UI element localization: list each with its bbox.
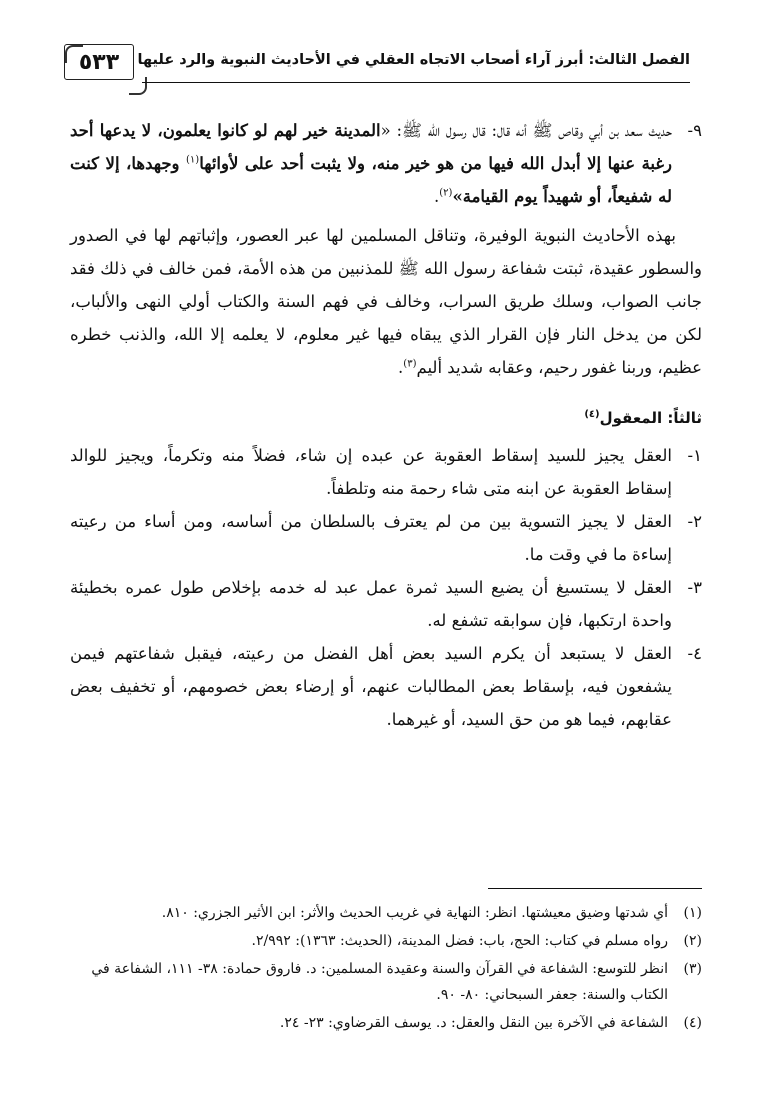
ornament-icon [129, 77, 147, 95]
footnote-text: الشفاعة في الآخرة بين النقل والعقل: د. يوسف القرضاوي: ٢٣- ٢٤. [279, 1015, 668, 1031]
period: . [434, 187, 440, 206]
page-number: ٥٣٣ [78, 49, 120, 75]
footnote-text: انظر للتوسع: الشفاعة في القرآن والسنة وعقيدة المسلمين: د. فاروق حمادة: ٣٨- ١١١، الشفاعة في الكتاب والسنة: جعفر السبحاني: ٨٠- ٩٠. [91, 961, 668, 1003]
hadith-quote-part-2: وجهدها، إلا كنت له شفيعاً، أو شهيداً يوم القيامة [70, 154, 672, 206]
reason-item [70, 571, 702, 637]
chapter-title: الفصل الثالث: أبرز آراء أصحاب الاتجاه العقلي في الأحاديث النبوية والرد عليها [137, 52, 690, 68]
section-title: ثالثاً: المعقول [599, 409, 702, 427]
footnote-ref: (١) [186, 154, 200, 166]
hadith-intro: حديث سعد بن أبي وقاص ﷺ أنه قال: قال رسول الله ﷺ: « [380, 121, 672, 140]
footnote-number: (٤) [683, 1015, 702, 1031]
reason-text: العقل لا يستسيغ أن يضيع السيد ثمرة عمل عبد له خدمه بإخلاص طول عمره بخطيئة واحدة ارتكبها، فإن سوابقه تشفع له. [70, 578, 672, 630]
reason-item [70, 439, 702, 505]
ornament-icon [65, 45, 83, 63]
footnotes [70, 900, 702, 1038]
hadith-quote-part-1: المدينة خير لهم لو كانوا يعلمون، لا يدعها أحد رغبة عنها إلا أبدل الله فيها من هو خير منه، ولا يثبت أحد على لأوائها [70, 121, 672, 173]
page-number-box [64, 44, 134, 80]
footnote [70, 956, 702, 1008]
conclusion-paragraph [70, 219, 702, 384]
footnote-ref: (٢) [439, 187, 453, 199]
footnote-number: (١) [683, 905, 702, 921]
footnote-divider [488, 888, 702, 889]
running-header [58, 38, 690, 86]
section-heading [70, 402, 702, 435]
reason-item [70, 505, 702, 571]
footnote [70, 900, 702, 926]
footnote-ref: (٤) [584, 409, 600, 420]
item-number: ٤- [687, 644, 702, 663]
item-number: ٢- [687, 512, 702, 531]
footnote-text: رواه مسلم في كتاب: الحج، باب: فضل المدينة، (الحديث: ١٣٦٣): ٢/٩٩٢. [251, 933, 668, 949]
reason-text: العقل يجيز للسيد إسقاط العقوبة عن عبده إن شاء، فضلاً منه وتكرماً، ويجيز للوالد إسقاط العقوبة عن ابنه متى شاء رحمة منه وتلطفاً. [70, 446, 672, 498]
item-number: ٣- [687, 578, 702, 597]
footnote-number: (٣) [683, 961, 702, 977]
reason-text: العقل لا يجيز التسوية بين من لم يعترف بالسلطان من أساسه، ومن أساء من رعيته إساءة ما في وقت ما. [70, 512, 672, 564]
main-text [70, 114, 702, 736]
header-divider [142, 82, 690, 83]
reason-text: العقل لا يستبعد أن يكرم السيد بعض أهل الفضل من رعيته، فيقبل شفاعتهم فيمن يشفعون فيه، بإسقاط بعض المطالبات عنهم، أو إرضاء بعض خصومهم، أو تخفيف بعض عقابهم، فيما هو من حق السيد، أو غيرهما. [70, 644, 672, 729]
item-number: ٩- [687, 121, 702, 140]
reason-item [70, 637, 702, 736]
footnote [70, 928, 702, 954]
conclusion-text: بهذه الأحاديث النبوية الوفيرة، وتناقل المسلمين لها عبر العصور، وإثباتهم لها في الصدور والسطور عقيدة، ثبتت شفاعة رسول الله ﷺ للمذنبين من هذه الأمة، فمن خالف في ذلك فقد جانب الصواب، وسلك طريق السراب، وخالف في فهم السنة والكتاب أولي النهى والألباب، لكن من يدخل النار فإن القرار الذي يبقاه فيها غير معلوم، لا يعلمه إلا الله، والذنب خطره عظيم، وربنا غفور رحيم، وعقابه شديد أليم [70, 226, 702, 377]
item-number: ١- [687, 446, 702, 465]
footnote [70, 1010, 702, 1036]
footnote-text: أي شدتها وضيق معيشتها. انظر: النهاية في غريب الحديث والأثر: ابن الأثير الجزري: ٨١٠. [161, 905, 668, 921]
quote-close: » [452, 187, 463, 206]
footnote-ref: (٣) [403, 358, 417, 370]
period: . [398, 358, 404, 377]
hadith-item-9 [70, 114, 702, 213]
footnote-number: (٢) [683, 933, 702, 949]
